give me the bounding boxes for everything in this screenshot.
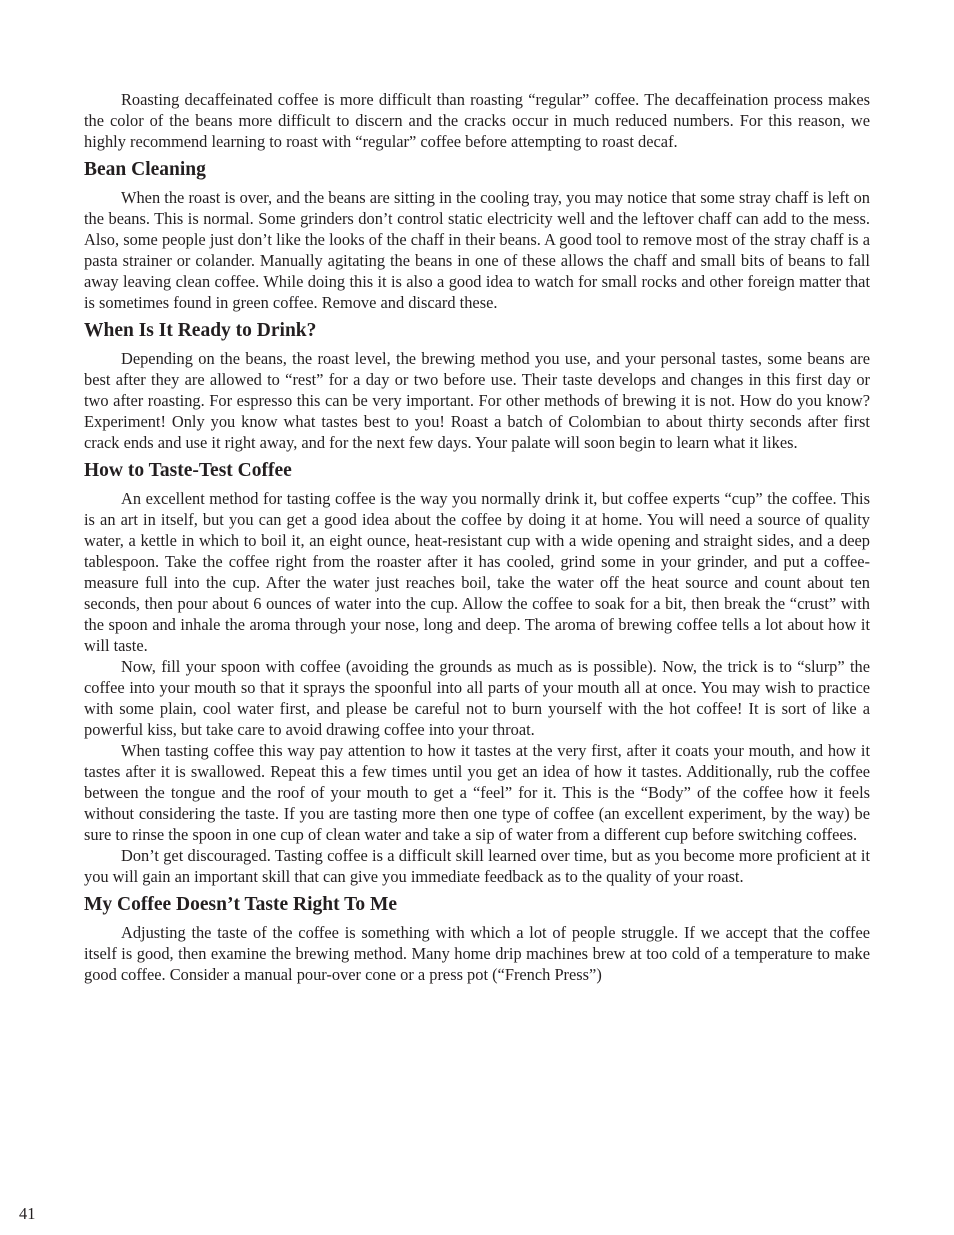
section-heading-ready-to-drink: When Is It Ready to Drink? (84, 320, 317, 341)
page-body (84, 89, 870, 985)
ready-to-drink-paragraph: Depending on the beans, the roast level, the brewing method you use, and your personal tastes, some beans are best after they are allowed to “rest” for a day or two before use. Their taste develops and changes in this first day or two after roasting. For espresso this can be very important. For other methods of brewing it is not. How do you know? Experiment! Only you know what tastes best to you! Roast a batch of Colombian to about thirty seconds after first crack ends and use it right away, and for the next few days. Your palate will soon begin to learn what it likes. (84, 349, 870, 452)
section-heading-bean-cleaning: Bean Cleaning (84, 159, 206, 180)
taste-test-paragraph-1: An excellent method for tasting coffee is the way you normally drink it, but coffee experts “cup” the coffee. This is an art in itself, but you can get a good idea about the coffee by doing it at home. You will need a source of quality water, a kettle in which to boil it, an eight ounce, heat-resistant cup with a wide opening and straight sides, and a deep tablespoon. Take the coffee right from the roaster after it has cooled, grind some in your grinder, and put a coffee-measure full into the cup. After the water just reaches boil, take the water off the heat source and count about ten seconds, then pour about 6 ounces of water into the cup. Allow the coffee to soak for a bit, then break the “crust” with the spoon and inhale the aroma through your nose, long and deep. The aroma of brewing coffee tells a lot about how it will taste. (84, 489, 870, 655)
bean-cleaning-paragraph: When the roast is over, and the beans are sitting in the cooling tray, you may notice that some stray chaff is left on the beans. This is normal. Some grinders don’t control static electricity well and the leftover chaff can add to the mess. Also, some people just don’t like the looks of the chaff in their beans. A good tool to remove most of the stray chaff is a pasta strainer or colander. Manually agitating the beans in one of these allows the chaff and small bits of beans to fall away leaving clean coffee. While doing this it is also a good idea to watch for small rocks and other foreign matter that is sometimes found in green coffee. Remove and discard these. (84, 188, 870, 312)
taste-test-paragraph-3: When tasting coffee this way pay attention to how it tastes at the very first, after it coats your mouth, and how it tastes after it is swallowed. Repeat this a few times until you get an idea of how it tastes. Additionally, rub the coffee between the tongue and the roof of your mouth to get a “feel” for it. This is the “Body” of the coffee how it feels without considering the taste. If you are tasting more then one type of coffee (an excellent experiment, by the way) be sure to rinse the spoon in one cup of clean water and take a sip of water from a different cup before switching coffees. (84, 741, 870, 844)
section-heading-taste-test: How to Taste-Test Coffee (84, 460, 292, 481)
taste-test-paragraph-2: Now, fill your spoon with coffee (avoiding the grounds as much as is possible). Now, the trick is to “slurp” the coffee into your mouth so that it sprays the spoonful into all parts of your mouth all at once. You may wish to practice with some plain, cool water first, and please be careful not to burn yourself with the hot coffee! It is sort of like a powerful kiss, but take care to avoid drawing coffee into your throat. (84, 657, 870, 739)
section-heading-taste-not-right: My Coffee Doesn’t Taste Right To Me (84, 894, 398, 915)
taste-not-right-paragraph: Adjusting the taste of the coffee is something with which a lot of people struggle. If we accept that the coffee itself is good, then examine the brewing method. Many home drip machines brew at too cold of a temperature to make good coffee. Consider a manual pour-over cone or a press pot (“French Press”) (84, 923, 870, 984)
intro-paragraph: Roasting decaffeinated coffee is more difficult than roasting “regular” coffee. The decaffeination process makes the color of the beans more difficult to discern and the cracks occur in much reduced numbers. For this reason, we highly recommend learning to roast with “regular” coffee before attempting to roast decaf. (84, 90, 870, 151)
taste-test-paragraph-4: Don’t get discouraged. Tasting coffee is a difficult skill learned over time, but as you become more proficient at it you will gain an important skill that can give you immediate feedback as to the quality of your roast. (84, 846, 870, 886)
page-number: 41 (19, 1204, 36, 1223)
